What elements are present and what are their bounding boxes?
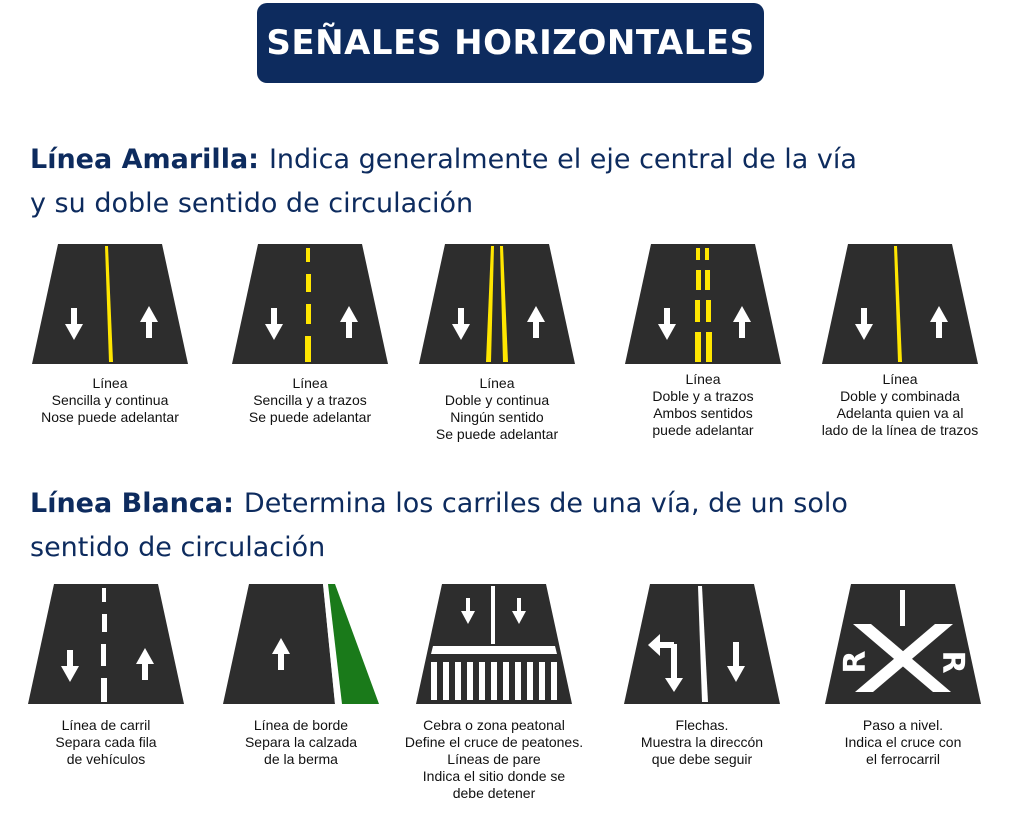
caption-line: Sencilla y a trazos [253, 392, 367, 408]
white-heading-bold: Línea Blanca: [30, 488, 234, 519]
caption-line: de la berma [264, 751, 338, 767]
caption-line: Doble y continua [444, 392, 550, 408]
white-caption-5 [803, 717, 1003, 768]
caption-line: que debe seguir [651, 751, 753, 767]
white-caption-1 [6, 717, 206, 768]
caption-line: debe detener [452, 785, 536, 801]
caption-line: Doble y a trazos [652, 388, 754, 404]
yellow-heading-text-1: Indica generalmente el eje central de la vía [268, 144, 857, 175]
caption-line: Línea [479, 375, 515, 391]
caption-line: de vehículos [66, 751, 146, 767]
caption-line: Flechas. [675, 717, 729, 733]
caption-line: Ningún sentido [450, 409, 544, 425]
yellow-caption-2 [210, 375, 410, 426]
caption-line: puede adelantar [652, 422, 754, 438]
caption-line: Adelanta quien va al [836, 405, 964, 421]
page-title: SEÑALES HORIZONTALES [266, 23, 755, 63]
yellow-heading-bold: Línea Amarilla: [30, 144, 259, 175]
caption-line: Define el cruce de peatones. [404, 734, 584, 750]
caption-line: Doble y combinada [840, 388, 960, 404]
caption-line: Cebra o zona peatonal [423, 717, 565, 733]
caption-line: Línea [685, 371, 721, 387]
caption-line: Línea [882, 371, 918, 387]
caption-line: Línea de carril [61, 717, 151, 733]
white-heading-text-1: Determina los carriles de una vía, de un solo [243, 488, 848, 519]
caption-line: Línea [92, 375, 128, 391]
title-banner [257, 3, 764, 83]
caption-line: lado de la línea de trazos [821, 422, 979, 438]
caption-line: Separa cada fila [55, 734, 157, 750]
yellow-caption-4 [603, 371, 803, 439]
caption-line: Se puede adelantar [248, 409, 372, 425]
yellow-heading-text-2: y su doble sentido de circulación [30, 188, 474, 219]
svg-text:R: R [935, 650, 970, 674]
white-caption-3 [394, 717, 594, 802]
yellow-caption-1 [10, 375, 210, 426]
caption-line: Muestra la direccón [640, 734, 764, 750]
caption-line: Líneas de pare [447, 751, 541, 767]
caption-line: Línea de borde [253, 717, 349, 733]
white-section-heading [30, 482, 990, 570]
caption-line: el ferrocarril [866, 751, 940, 767]
caption-line: Sencilla y continua [51, 392, 169, 408]
white-caption-4 [602, 717, 802, 768]
white-heading-text-2: sentido de circulación [30, 532, 326, 563]
yellow-caption-3 [397, 375, 597, 443]
caption-line: Se puede adelantar [435, 426, 559, 442]
white-caption-2 [201, 717, 401, 768]
caption-line: Indica el cruce con [844, 734, 962, 750]
caption-line: Paso a nivel. [862, 717, 944, 733]
caption-line: Nose puede adelantar [41, 409, 179, 425]
yellow-section-heading [30, 138, 990, 226]
caption-line: Línea [292, 375, 328, 391]
caption-line: Indica el sitio donde se [422, 768, 566, 784]
caption-line: Separa la calzada [244, 734, 358, 750]
svg-text:R: R [838, 650, 873, 674]
caption-line: Ambos sentidos [653, 405, 753, 421]
yellow-caption-5 [800, 371, 1000, 439]
